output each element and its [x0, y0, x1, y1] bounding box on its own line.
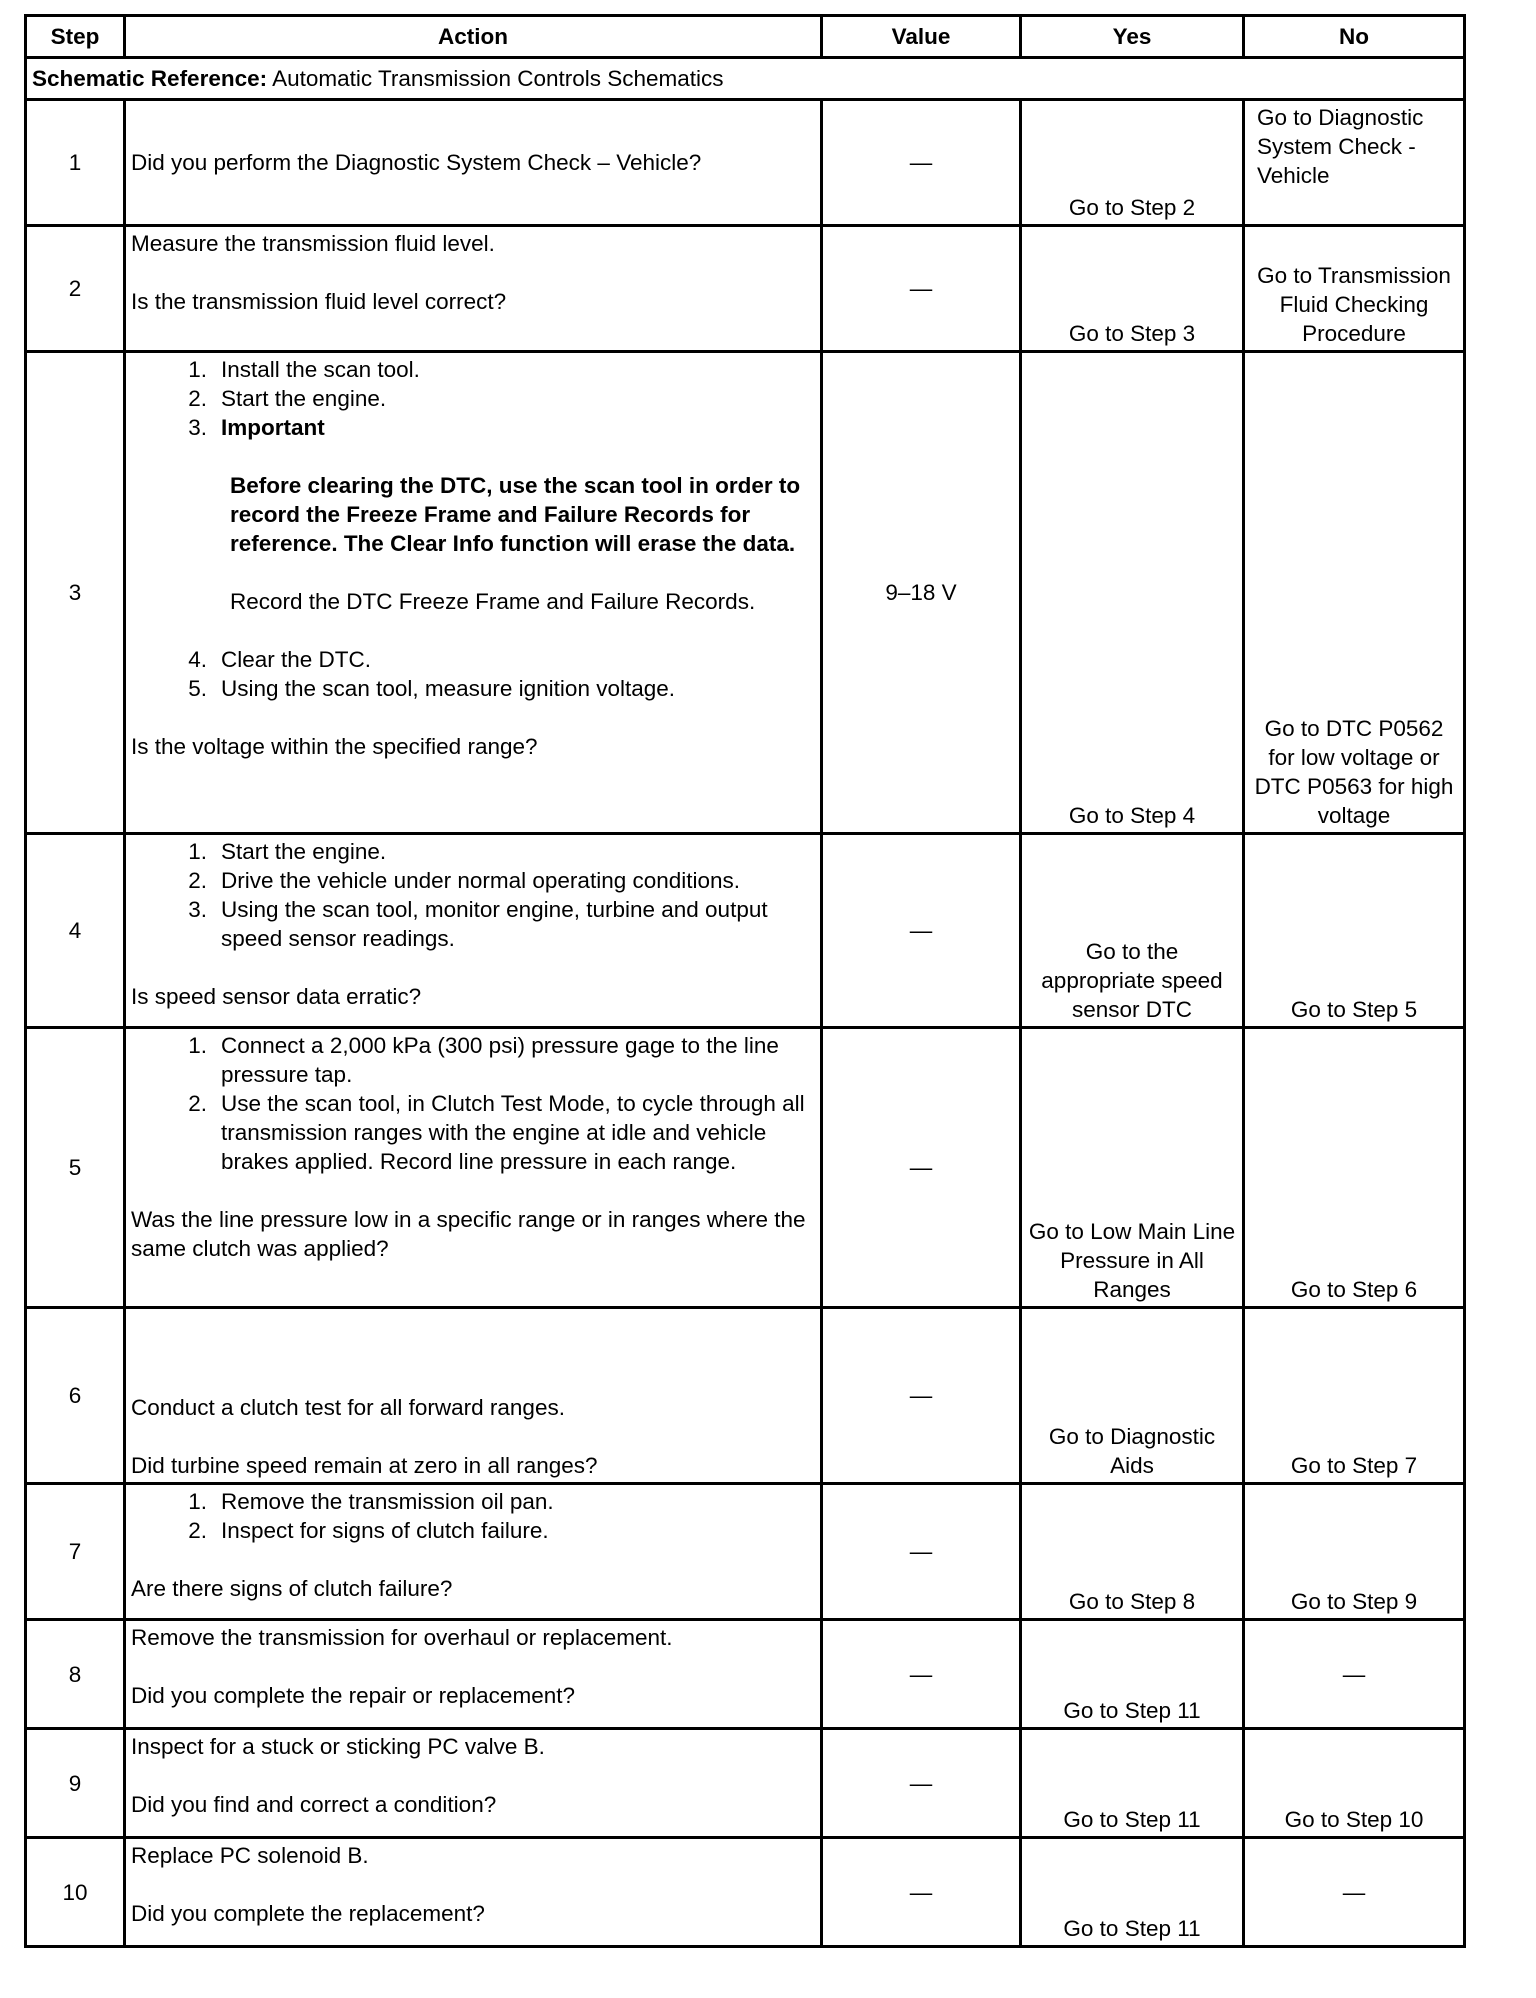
header-action: Action	[125, 16, 822, 58]
no-cell: —	[1244, 1838, 1465, 1947]
value-cell: —	[822, 1308, 1021, 1484]
step-number: 5	[26, 1028, 125, 1308]
header-no: No	[1244, 16, 1465, 58]
yes-cell: Go to Step 11	[1021, 1838, 1244, 1947]
no-cell: —	[1244, 1620, 1465, 1729]
no-cell: Go to DTC P0562 for low voltage or DTC P0563 for high voltage	[1244, 352, 1465, 834]
no-cell: Go to Step 9	[1244, 1484, 1465, 1620]
table-row	[26, 834, 1465, 1028]
table-row	[26, 1729, 1465, 1838]
schematic-reference	[26, 58, 1465, 100]
no-cell: Go to Step 5	[1244, 834, 1465, 1028]
action-cell	[125, 1308, 822, 1484]
action-steps	[131, 837, 815, 953]
step-number: 7	[26, 1484, 125, 1620]
step-number: 10	[26, 1838, 125, 1947]
action-question: Was the line pressure low in a specific range or in ranges where the same clutch was applied?	[131, 1207, 806, 1261]
value-cell: —	[822, 1484, 1021, 1620]
value-cell: —	[822, 226, 1021, 352]
schematic-text: Automatic Transmission Controls Schematics	[272, 66, 724, 91]
action-cell	[125, 1620, 822, 1729]
action-cell	[125, 226, 822, 352]
action-cell	[125, 1838, 822, 1947]
action-intro: Replace PC solenoid B.	[131, 1843, 369, 1868]
action-question: Did you complete the replacement?	[131, 1901, 485, 1926]
action-question: Did you perform the Diagnostic System Check – Vehicle?	[131, 150, 702, 175]
no-cell: Go to Step 10	[1244, 1729, 1465, 1838]
action-cell	[125, 1028, 822, 1308]
action-question: Did you complete the repair or replacement?	[131, 1683, 575, 1708]
list-item: 3. Important	[188, 415, 325, 440]
yes-cell: Go to Step 3	[1021, 226, 1244, 352]
value-cell: —	[822, 100, 1021, 226]
step-number: 2	[26, 226, 125, 352]
schematic-row	[26, 58, 1465, 100]
step-number: 6	[26, 1308, 125, 1484]
action-cell	[125, 352, 822, 834]
header-step: Step	[26, 16, 125, 58]
action-question: Did you find and correct a condition?	[131, 1792, 497, 1817]
table-row	[26, 1838, 1465, 1947]
action-question: Is the voltage within the specified range?	[131, 734, 538, 759]
important-note: Before clearing the DTC, use the scan tool in order to record the Freeze Frame and Failure Records for reference. The Clear Info function will erase the data.	[230, 473, 801, 556]
value-cell: —	[822, 834, 1021, 1028]
action-intro: Remove the transmission for overhaul or replacement.	[131, 1625, 673, 1650]
action-steps	[131, 355, 815, 442]
table-row	[26, 1620, 1465, 1729]
header-row	[26, 16, 1465, 58]
header-yes: Yes	[1021, 16, 1244, 58]
list-item: 2. Inspect for signs of clutch failure.	[188, 1518, 549, 1543]
list-item: 1. Start the engine.	[188, 839, 387, 864]
value-cell: —	[822, 1620, 1021, 1729]
value-cell: —	[822, 1729, 1021, 1838]
step-number: 8	[26, 1620, 125, 1729]
list-item: 2. Start the engine.	[188, 386, 387, 411]
table-row	[26, 352, 1465, 834]
table-row	[26, 1028, 1465, 1308]
yes-cell: Go to the appropriate speed sensor DTC	[1021, 834, 1244, 1028]
record-note: Record the DTC Freeze Frame and Failure Records.	[230, 589, 756, 614]
list-item: 2. Use the scan tool, in Clutch Test Mode, to cycle through all transmission ranges with the engine at idle and vehicle brakes applied. Record line pressure in each range.	[188, 1091, 805, 1174]
yes-cell: Go to Step 11	[1021, 1620, 1244, 1729]
header-value: Value	[822, 16, 1021, 58]
value-cell: —	[822, 1838, 1021, 1947]
action-question: Are there signs of clutch failure?	[131, 1576, 453, 1601]
action-steps	[131, 1487, 815, 1545]
action-intro: Measure the transmission fluid level.	[131, 231, 495, 256]
table-row	[26, 226, 1465, 352]
action-cell	[125, 834, 822, 1028]
yes-cell: Go to Step 2	[1021, 100, 1244, 226]
schematic-label: Schematic Reference:	[32, 66, 268, 91]
action-intro: Inspect for a stuck or sticking PC valve B.	[131, 1734, 545, 1759]
yes-cell: Go to Step 8	[1021, 1484, 1244, 1620]
action-question: Did turbine speed remain at zero in all ranges?	[131, 1453, 598, 1478]
value-cell: —	[822, 1028, 1021, 1308]
step-number: 9	[26, 1729, 125, 1838]
list-item: 5. Using the scan tool, measure ignition voltage.	[188, 676, 676, 701]
table-row	[26, 1484, 1465, 1620]
step-number: 1	[26, 100, 125, 226]
no-cell: Go to Step 7	[1244, 1308, 1465, 1484]
action-question: Is the transmission fluid level correct?	[131, 289, 507, 314]
list-item: 4. Clear the DTC.	[188, 647, 372, 672]
action-cell	[125, 100, 822, 226]
step-number: 3	[26, 352, 125, 834]
diagnostic-table	[24, 14, 1466, 1948]
yes-cell: Go to Diagnostic Aids	[1021, 1308, 1244, 1484]
yes-cell: Go to Low Main Line Pressure in All Ranges	[1021, 1028, 1244, 1308]
action-cell	[125, 1484, 822, 1620]
list-item: 1. Connect a 2,000 kPa (300 psi) pressure gage to the line pressure tap.	[188, 1033, 779, 1087]
list-item: 2. Drive the vehicle under normal operating conditions.	[188, 868, 741, 893]
table-row	[26, 1308, 1465, 1484]
action-steps-continued	[131, 645, 815, 703]
no-cell: Go to Diagnostic System Check - Vehicle	[1244, 100, 1465, 226]
table-row	[26, 100, 1465, 226]
action-cell	[125, 1729, 822, 1838]
no-cell: Go to Transmission Fluid Checking Procedure	[1244, 226, 1465, 352]
no-cell: Go to Step 6	[1244, 1028, 1465, 1308]
list-item: 3. Using the scan tool, monitor engine, turbine and output speed sensor readings.	[188, 897, 768, 951]
yes-cell: Go to Step 11	[1021, 1729, 1244, 1838]
yes-cell: Go to Step 4	[1021, 352, 1244, 834]
action-question: Is speed sensor data erratic?	[131, 984, 422, 1009]
list-item: 1. Install the scan tool.	[188, 357, 420, 382]
action-intro: Conduct a clutch test for all forward ranges.	[131, 1395, 565, 1420]
value-cell: 9–18 V	[822, 352, 1021, 834]
action-steps	[131, 1031, 815, 1176]
list-item: 1. Remove the transmission oil pan.	[188, 1489, 554, 1514]
step-number: 4	[26, 834, 125, 1028]
